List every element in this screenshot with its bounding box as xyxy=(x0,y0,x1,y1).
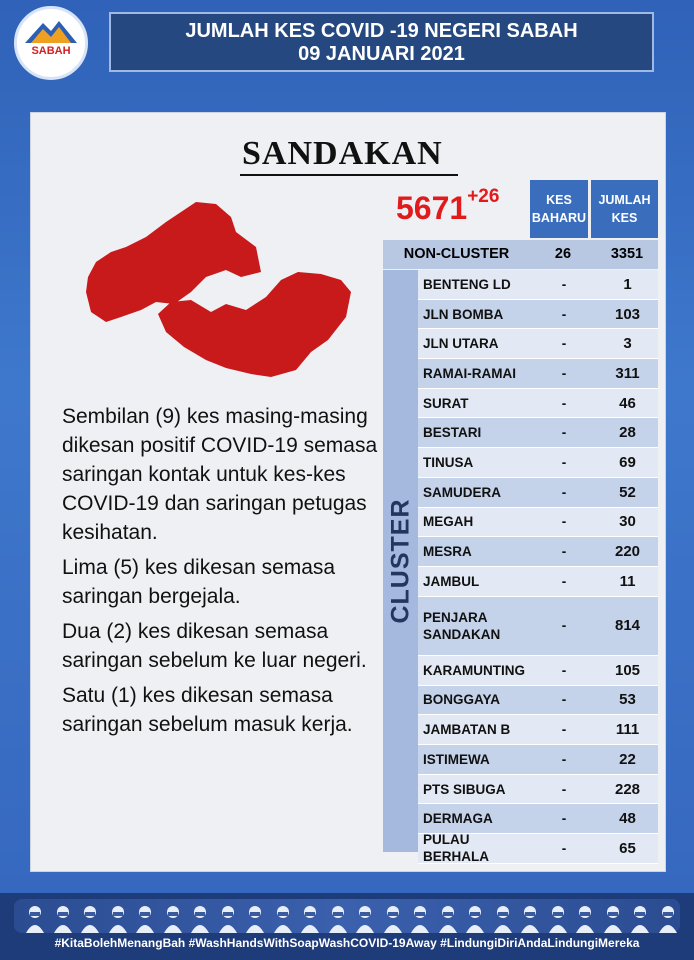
table-row xyxy=(418,597,658,656)
table-row xyxy=(418,656,658,686)
person-icon xyxy=(657,903,679,933)
cluster-total-cases: 105 xyxy=(614,661,641,679)
cluster-name: SURAT xyxy=(423,395,469,411)
page-header xyxy=(109,12,654,72)
cluster-new-cases: - xyxy=(561,306,567,322)
cluster-name: MESRA xyxy=(423,544,472,560)
cluster-name: KARAMUNTING xyxy=(423,662,525,678)
description-paragraph: Satu (1) kes dikesan semasa saringan sebelum masuk kerja. xyxy=(62,684,353,736)
cluster-new-cases: - xyxy=(561,662,567,678)
cluster-total-cases: 30 xyxy=(619,513,636,531)
cluster-total-cases: 11 xyxy=(619,572,636,590)
non-cluster-row xyxy=(383,240,658,269)
logo-text: SABAH xyxy=(31,45,71,57)
header-title: JUMLAH KES COVID -19 NEGERI SABAH xyxy=(185,20,578,42)
cluster-new-cases: - xyxy=(561,781,567,797)
cluster-name: PULAU BERHALA xyxy=(423,832,489,865)
table-row xyxy=(418,329,658,359)
person-icon xyxy=(79,903,101,933)
table-row xyxy=(418,389,658,419)
person-icon xyxy=(519,903,541,933)
header-label: KES xyxy=(546,193,572,207)
table-row xyxy=(418,834,658,864)
table-row xyxy=(418,359,658,389)
cluster-name: PTS SIBUGA xyxy=(423,781,506,797)
cluster-total-cases: 103 xyxy=(614,305,641,323)
table-row xyxy=(418,804,658,834)
cluster-name: ISTIMEWA xyxy=(423,751,490,767)
frontliners-strip xyxy=(14,899,680,933)
header-label: KES xyxy=(611,211,638,225)
cluster-new-cases: - xyxy=(561,811,567,827)
person-icon xyxy=(217,903,239,933)
total-cases xyxy=(396,186,500,227)
person-icon xyxy=(602,903,624,933)
person-icon xyxy=(492,903,514,933)
header-jumlah-kes xyxy=(591,180,658,238)
table-row xyxy=(418,418,658,448)
cluster-total-cases: 28 xyxy=(619,424,636,442)
table-row xyxy=(418,775,658,805)
cluster-total-cases: 46 xyxy=(619,394,636,412)
sabah-logo xyxy=(14,6,88,80)
cluster-label: CLUSTER xyxy=(386,498,415,624)
person-icon xyxy=(382,903,404,933)
table-row xyxy=(418,537,658,567)
table-row xyxy=(418,270,658,300)
cluster-total-cases: 220 xyxy=(614,543,641,561)
person-icon xyxy=(437,903,459,933)
cluster-total-cases: 1 xyxy=(623,275,632,293)
cluster-total-cases: 814 xyxy=(614,617,641,635)
person-icon xyxy=(52,903,74,933)
cluster-new-cases: - xyxy=(561,365,567,381)
cluster-name: JLN BOMBA xyxy=(423,306,504,322)
total-value: 5671 xyxy=(396,190,468,226)
cluster-new-cases: - xyxy=(561,276,567,292)
non-cluster-jumlah: 3351 xyxy=(610,246,644,262)
cluster-total-cases: 311 xyxy=(615,364,640,382)
cluster-name: PENJARA SANDAKAN xyxy=(423,609,501,642)
person-icon xyxy=(107,903,129,933)
table-row xyxy=(418,508,658,538)
person-icon xyxy=(244,903,266,933)
cluster-new-cases: - xyxy=(561,840,567,856)
cluster-new-cases: - xyxy=(561,514,567,530)
description-paragraph: Dua (2) kes dikesan semasa saringan sebelum ke luar negeri. xyxy=(62,620,367,672)
person-icon xyxy=(24,903,46,933)
cluster-name: BONGGAYA xyxy=(423,692,501,708)
cluster-name: BENTENG LD xyxy=(423,276,511,292)
table-row xyxy=(418,567,658,597)
table-row xyxy=(418,478,658,508)
header-label: BAHARU xyxy=(531,211,587,225)
table-row xyxy=(418,448,658,478)
cluster-name: DERMAGA xyxy=(423,811,493,827)
cluster-new-cases: - xyxy=(561,336,567,352)
table-row xyxy=(418,300,658,330)
description-paragraph: Sembilan (9) kes masing-masing dikesan positif COVID-19 semasa saringan kontak untuk kes-kes COVID-19 dan saringan petugas kesihatan. xyxy=(62,405,378,544)
district-map xyxy=(66,192,366,392)
cluster-total-cases: 48 xyxy=(619,810,636,828)
person-icon xyxy=(409,903,431,933)
cluster-total-cases: 69 xyxy=(619,453,636,471)
cluster-new-cases: - xyxy=(561,425,567,441)
cluster-name: JAMBATAN B xyxy=(423,722,511,738)
person-icon xyxy=(272,903,294,933)
person-icon xyxy=(354,903,376,933)
footer-banner xyxy=(0,893,694,960)
person-icon xyxy=(299,903,321,933)
title-underline xyxy=(240,174,458,176)
person-icon xyxy=(629,903,651,933)
cluster-new-cases: - xyxy=(561,692,567,708)
header-kes-baharu xyxy=(530,180,588,238)
cluster-total-cases: 228 xyxy=(614,780,641,798)
cluster-new-cases: - xyxy=(561,573,567,589)
description xyxy=(62,402,392,745)
cluster-total-cases: 3 xyxy=(623,335,632,353)
cluster-total-cases: 22 xyxy=(619,750,636,768)
person-icon xyxy=(464,903,486,933)
district-title: SANDAKAN xyxy=(242,135,443,172)
cluster-new-cases: - xyxy=(561,544,567,560)
cluster-name: MEGAH xyxy=(423,514,474,530)
cluster-new-cases: - xyxy=(561,395,567,411)
cluster-new-cases: - xyxy=(561,454,567,470)
header-date: 09 JANUARI 2021 xyxy=(298,43,465,65)
hashtags: #KitaBolehMenangBah #WashHandsWithSoapWashCOVID-19Away #LindungiDiriAndaLindungiMereka xyxy=(54,936,640,950)
non-cluster-baharu: 26 xyxy=(554,246,572,262)
table-row xyxy=(418,745,658,775)
cluster-name: JLN UTARA xyxy=(423,336,499,352)
cluster-table xyxy=(418,270,658,864)
total-increase: +26 xyxy=(467,186,500,207)
cluster-name: RAMAI-RAMAI xyxy=(423,365,516,381)
cluster-total-cases: 52 xyxy=(619,483,636,501)
person-icon xyxy=(327,903,349,933)
cluster-name: BESTARI xyxy=(423,425,482,441)
description-paragraph: Lima (5) kes dikesan semasa saringan bergejala. xyxy=(62,556,336,608)
cluster-name: JAMBUL xyxy=(423,573,480,589)
non-cluster-label: NON-CLUSTER xyxy=(403,246,510,262)
cluster-total-cases: 111 xyxy=(615,721,640,739)
person-icon xyxy=(547,903,569,933)
person-icon xyxy=(162,903,184,933)
person-icon xyxy=(134,903,156,933)
cluster-new-cases: - xyxy=(561,618,567,634)
header-label: JUMLAH xyxy=(598,193,651,207)
cluster-name: TINUSA xyxy=(423,454,474,470)
cluster-new-cases: - xyxy=(561,484,567,500)
table-row xyxy=(418,715,658,745)
person-icon xyxy=(574,903,596,933)
cluster-total-cases: 53 xyxy=(619,691,636,709)
cluster-new-cases: - xyxy=(561,751,567,767)
cluster-name: SAMUDERA xyxy=(423,484,502,500)
cluster-new-cases: - xyxy=(561,722,567,738)
cluster-total-cases: 65 xyxy=(619,839,636,857)
table-row xyxy=(418,686,658,716)
person-icon xyxy=(189,903,211,933)
